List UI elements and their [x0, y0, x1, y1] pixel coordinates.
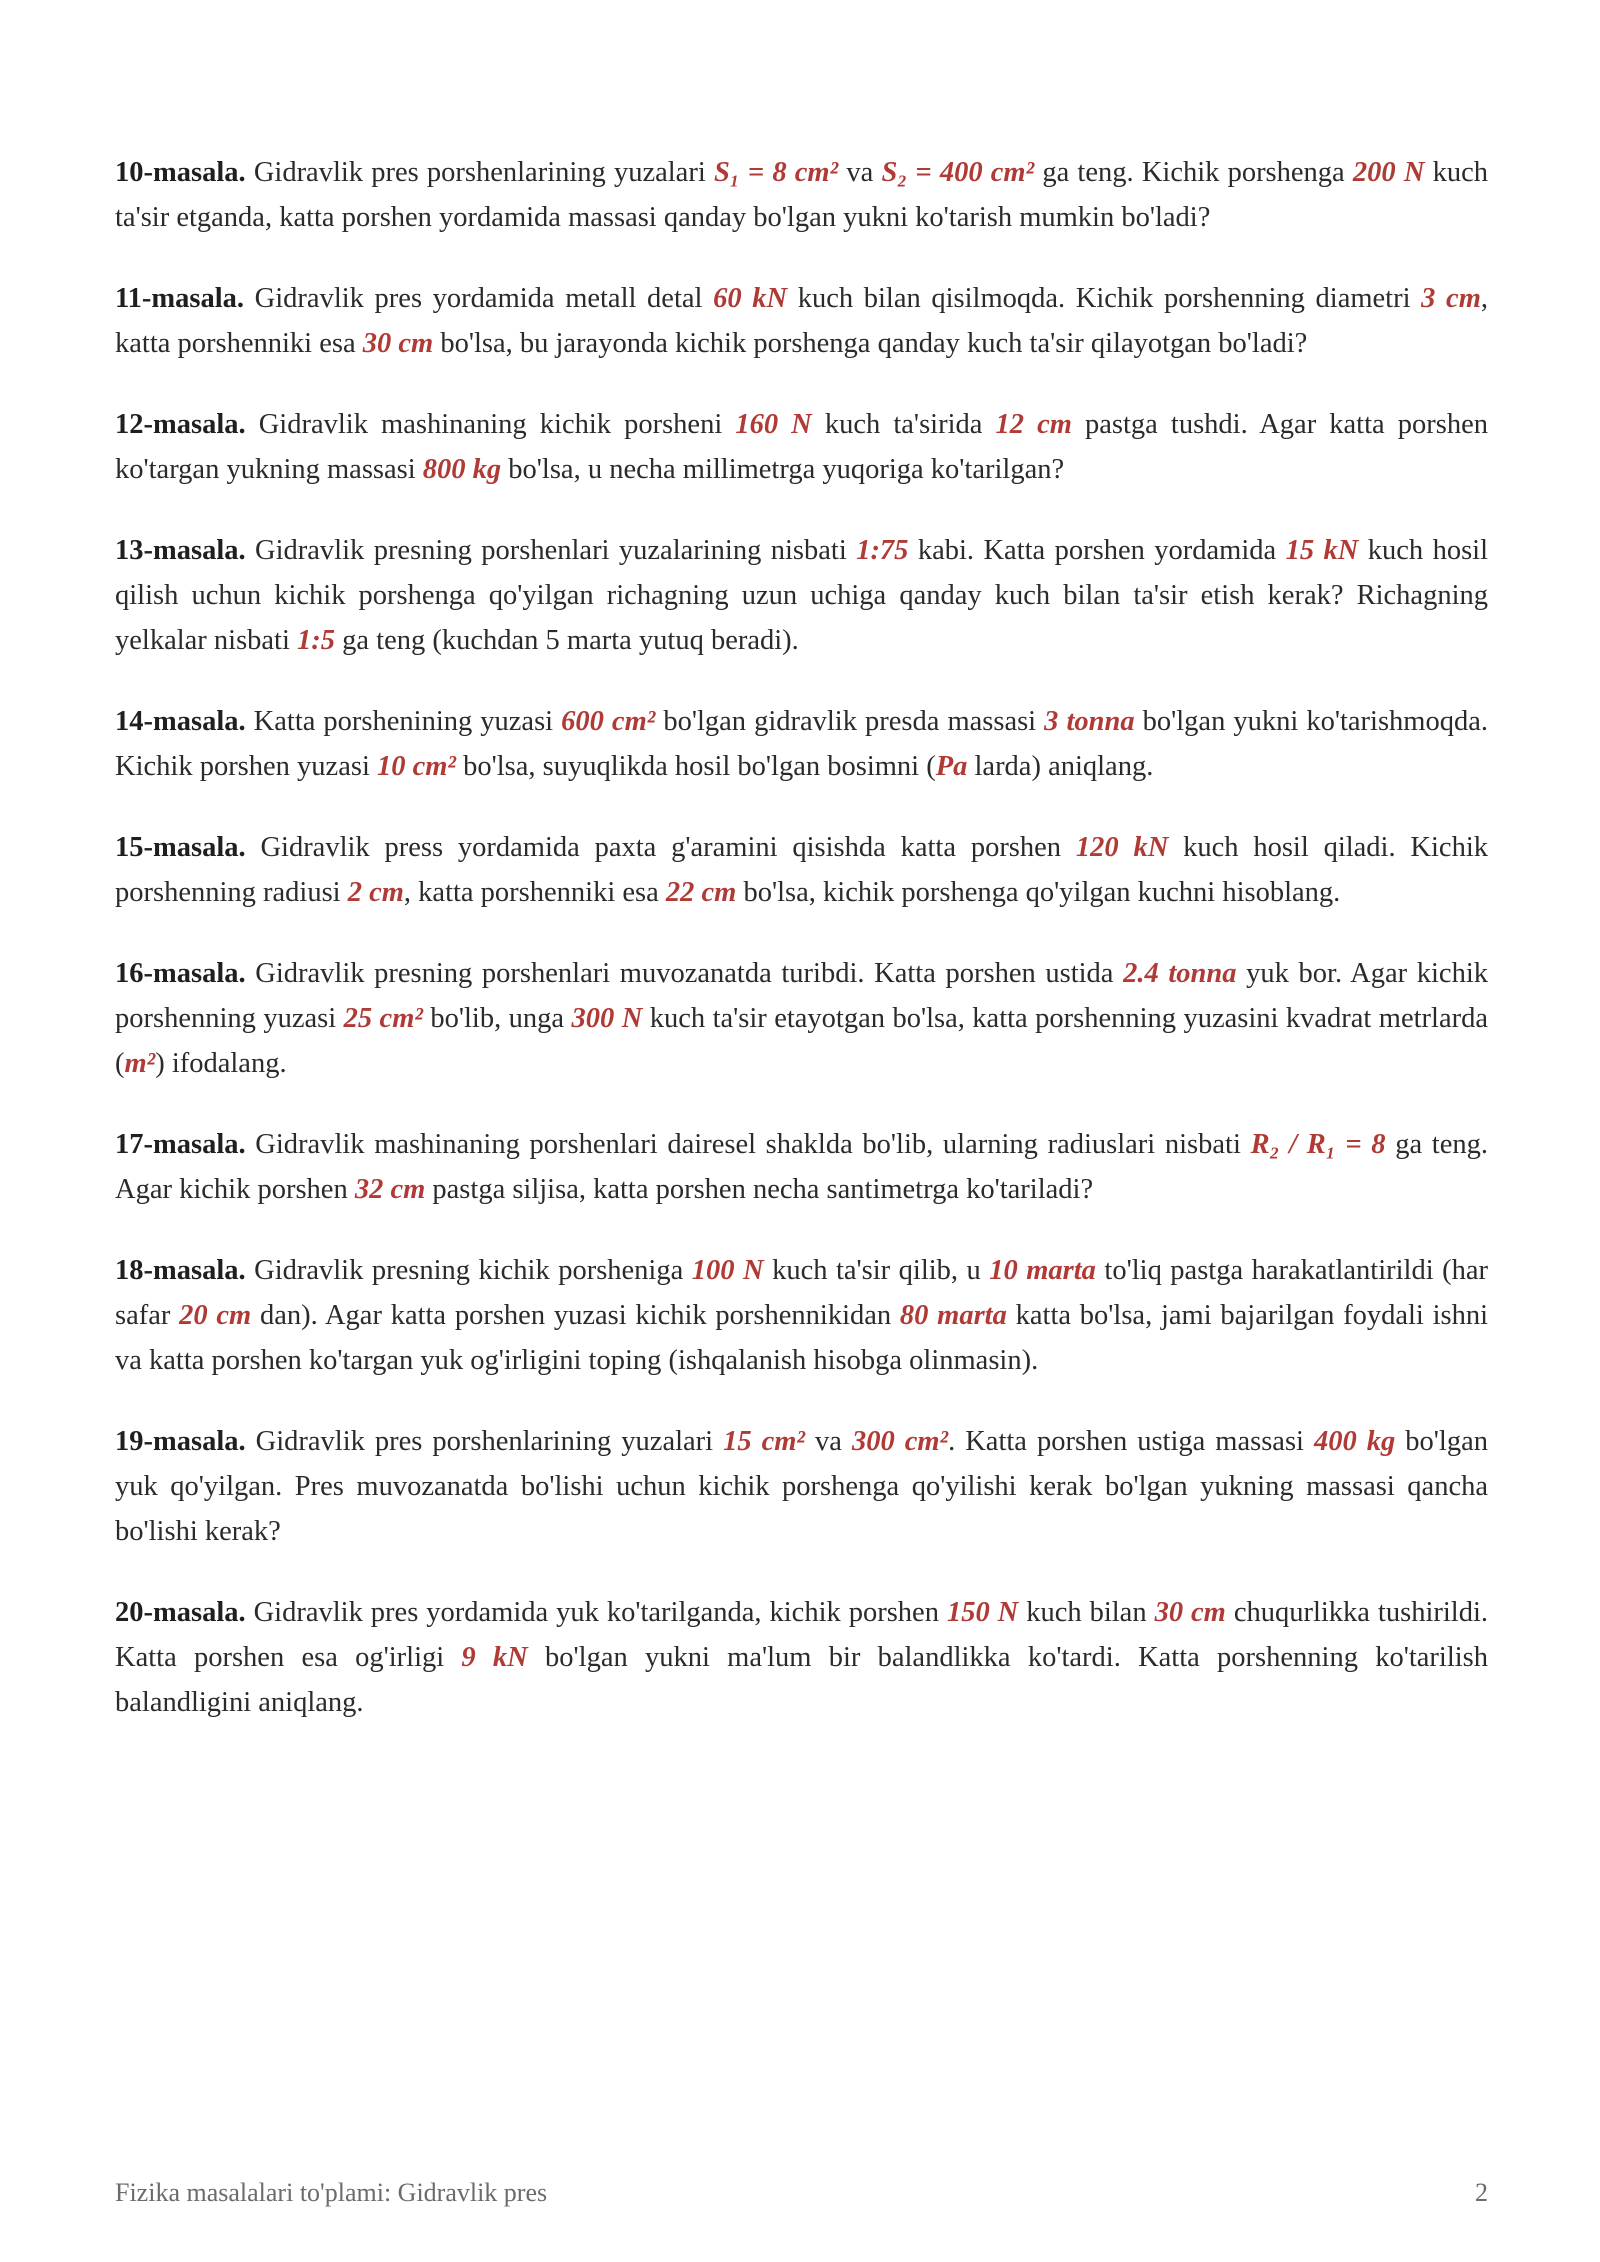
highlighted-value: 9 kN — [461, 1642, 528, 1673]
highlighted-value: 300 N — [571, 1003, 643, 1034]
highlighted-value: 3 tonna — [1044, 706, 1135, 737]
highlighted-value: 3 cm — [1421, 283, 1481, 314]
highlighted-value: 300 cm² — [851, 1426, 949, 1457]
problem-text: kuch bilan — [1018, 1597, 1155, 1628]
problem-text: bo'lsa, suyuqlikda hosil bo'lgan bosimni ( — [455, 751, 936, 782]
problem-text: bo'lsa, kichik porshenga qo'yilgan kuchni hisoblang. — [736, 877, 1341, 908]
problem-text: kabi. Katta porshen yordamida — [908, 535, 1286, 566]
highlighted-value: R₂ / R₁ = 8 — [1250, 1129, 1386, 1160]
page-footer — [115, 2178, 1488, 2208]
highlighted-value: 60 kN — [713, 283, 788, 314]
problem-text: . Katta porshen ustiga massasi — [948, 1426, 1314, 1457]
problem-text: to'liq pastga harakatlantirildi (har safar — [115, 1255, 1488, 1331]
highlighted-value: 600 cm² — [561, 706, 656, 737]
problem-text: kuch ta'sir qilib, u — [763, 1255, 990, 1286]
highlighted-value: 32 cm — [354, 1174, 426, 1205]
problem-text: bo'lgan yuk qo'yilgan. Pres muvozanatda bo'lishi uchun kichik porshenga qo'yilishi kerak bo'lgan yukning massasi qancha bo'lishi kerak? — [115, 1426, 1489, 1547]
problem-text: Gidravlik mashinaning porshenlari dairesel shaklda bo'lib, ularning radiuslari nisbati — [245, 1129, 1251, 1160]
problem-text: Gidravlik pres porshenlarining yuzalari — [245, 1426, 724, 1457]
problem-text: , katta porshenniki esa — [403, 877, 666, 908]
problem-text: bo'lsa, u necha millimetrga yuqoriga ko'tarilgan? — [501, 454, 1065, 485]
highlighted-value: 15 kN — [1285, 535, 1359, 566]
highlighted-value: 160 N — [735, 409, 812, 440]
problem-text: kuch ta'sir etganda, katta porshen yordamida massasi qanday bo'lgan yukni ko'tarish mumkin bo'ladi? — [115, 157, 1489, 233]
problem-paragraph — [115, 825, 1488, 915]
problem-list — [115, 150, 1488, 1761]
problem-label: 19-masala. — [115, 1426, 246, 1457]
problem-text: katta bo'lsa, jami bajarilgan foydali ishni va katta porshen ko'targan yuk og'irligini toping (ishqalanish hisobga olinmasin). — [115, 1300, 1489, 1376]
problem-text: kuch hosil qilish uchun kichik porshenga qo'yilgan richagning uzun uchiga qanday kuch bilan ta'sir etish kerak? Richagning yelkalar nisbati — [115, 535, 1488, 656]
problem-text: pastga siljisa, katta porshen necha santimetrga ko'tariladi? — [425, 1174, 1094, 1205]
highlighted-value: S₁ = 8 cm² — [713, 157, 839, 188]
highlighted-value: 1:75 — [856, 535, 909, 566]
problem-label: 18-masala. — [115, 1255, 246, 1286]
problem-label: 11-masala. — [115, 283, 245, 314]
problem-text: , katta porshenniki esa — [115, 283, 1488, 359]
highlighted-value: 20 cm — [179, 1300, 252, 1331]
problem-label: 15-masala. — [115, 832, 246, 863]
highlighted-value: 200 N — [1352, 157, 1425, 188]
highlighted-value: Pa — [935, 751, 968, 782]
problem-text: bo'lib, unga — [422, 1003, 572, 1034]
problem-text: bo'lgan yukni ma'lum bir balandlikka ko'tardi. Katta porshenning ko'tarilish balandligini aniqlang. — [115, 1642, 1488, 1718]
problem-paragraph — [115, 276, 1488, 366]
problem-paragraph — [115, 1122, 1488, 1212]
problem-text: kuch ta'sir etayotgan bo'lsa, katta porshenning yuzasini kvadrat metrlarda ( — [115, 1003, 1488, 1079]
problem-label: 13-masala. — [115, 535, 246, 566]
problem-paragraph — [115, 951, 1488, 1086]
problem-text: ) ifodalang. — [155, 1048, 287, 1079]
problem-text: Gidravlik mashinaning kichik porsheni — [245, 409, 736, 440]
problem-label: 12-masala. — [115, 409, 246, 440]
problem-text: Katta porshenining yuzasi — [245, 706, 562, 737]
problem-text: dan). Agar katta porshen yuzasi kichik porshennikidan — [251, 1300, 900, 1331]
problem-text: kuch bilan qisilmoqda. Kichik porshenning diametri — [787, 283, 1422, 314]
highlighted-value: S₂ = 400 cm² — [881, 157, 1035, 188]
problem-paragraph — [115, 1419, 1488, 1554]
highlighted-value: m² — [124, 1048, 156, 1079]
problem-label: 16-masala. — [115, 958, 246, 989]
highlighted-value: 2 cm — [347, 877, 404, 908]
problem-text: bo'lsa, bu jarayonda kichik porshenga qanday kuch ta'sir qilayotgan bo'ladi? — [433, 328, 1308, 359]
problem-text: Gidravlik presning porshenlari yuzalarining nisbati — [245, 535, 857, 566]
problem-text: Gidravlik pres yordamida metall detal — [244, 283, 714, 314]
problem-label: 10-masala. — [115, 157, 246, 188]
problem-paragraph — [115, 699, 1488, 789]
highlighted-value: 800 kg — [422, 454, 502, 485]
page-number: 2 — [1475, 2178, 1488, 2207]
highlighted-value: 150 N — [946, 1597, 1019, 1628]
problem-text: Gidravlik presning porshenlari muvozanatda turibdi. Katta porshen ustida — [245, 958, 1124, 989]
footer-title: Fizika masalalari to'plami: Gidravlik pres — [115, 2178, 548, 2207]
problem-label: 17-masala. — [115, 1129, 246, 1160]
highlighted-value: 100 N — [691, 1255, 764, 1286]
problem-paragraph — [115, 150, 1488, 240]
problem-text: ga teng. Kichik porshenga — [1034, 157, 1353, 188]
problem-text: kuch ta'sirida — [811, 409, 996, 440]
problem-text: chuqurlikka tushirildi. Katta porshen esa og'irligi — [115, 1597, 1488, 1673]
problem-text: va — [804, 1426, 852, 1457]
highlighted-value: 80 marta — [899, 1300, 1007, 1331]
problem-paragraph — [115, 402, 1488, 492]
problem-text: Gidravlik press yordamida paxta g'aramini qisishda katta porshen — [245, 832, 1076, 863]
problem-text: kuch hosil qiladi. Kichik porshenning radiusi — [115, 832, 1488, 908]
highlighted-value: 12 cm — [995, 409, 1072, 440]
problem-label: 14-masala. — [115, 706, 246, 737]
problem-paragraph — [115, 1248, 1488, 1383]
problem-text: larda) aniqlang. — [967, 751, 1154, 782]
problem-paragraph — [115, 528, 1488, 663]
highlighted-value: 22 cm — [665, 877, 737, 908]
highlighted-value: 400 kg — [1314, 1426, 1396, 1457]
highlighted-value: 120 kN — [1075, 832, 1169, 863]
problem-text: va — [838, 157, 882, 188]
problem-text: pastga tushdi. Agar katta porshen ko'targan yukning massasi — [115, 409, 1488, 485]
problem-text: Gidravlik presning kichik porsheniga — [245, 1255, 692, 1286]
highlighted-value: 15 cm² — [723, 1426, 805, 1457]
highlighted-value: 10 cm² — [376, 751, 456, 782]
problem-text: Gidravlik pres yordamida yuk ko'tarilganda, kichik porshen — [245, 1597, 947, 1628]
problem-text: yuk bor. Agar kichik porshenning yuzasi — [115, 958, 1488, 1034]
problem-text: bo'lgan yukni ko'tarishmoqda. Kichik porshen yuzasi — [115, 706, 1488, 782]
problem-text: Gidravlik pres porshenlarining yuzalari — [245, 157, 714, 188]
highlighted-value: 30 cm — [362, 328, 434, 359]
problem-text: ga teng (kuchdan 5 marta yutuq beradi). — [335, 625, 799, 656]
highlighted-value: 25 cm² — [343, 1003, 423, 1034]
problem-text: ga teng. Agar kichik porshen — [115, 1129, 1489, 1205]
problem-text: bo'lgan gidravlik presda massasi — [655, 706, 1045, 737]
highlighted-value: 10 marta — [989, 1255, 1096, 1286]
problem-label: 20-masala. — [115, 1597, 246, 1628]
highlighted-value: 2.4 tonna — [1123, 958, 1237, 989]
highlighted-value: 1:5 — [297, 625, 336, 656]
highlighted-value: 30 cm — [1154, 1597, 1226, 1628]
problem-paragraph — [115, 1590, 1488, 1725]
